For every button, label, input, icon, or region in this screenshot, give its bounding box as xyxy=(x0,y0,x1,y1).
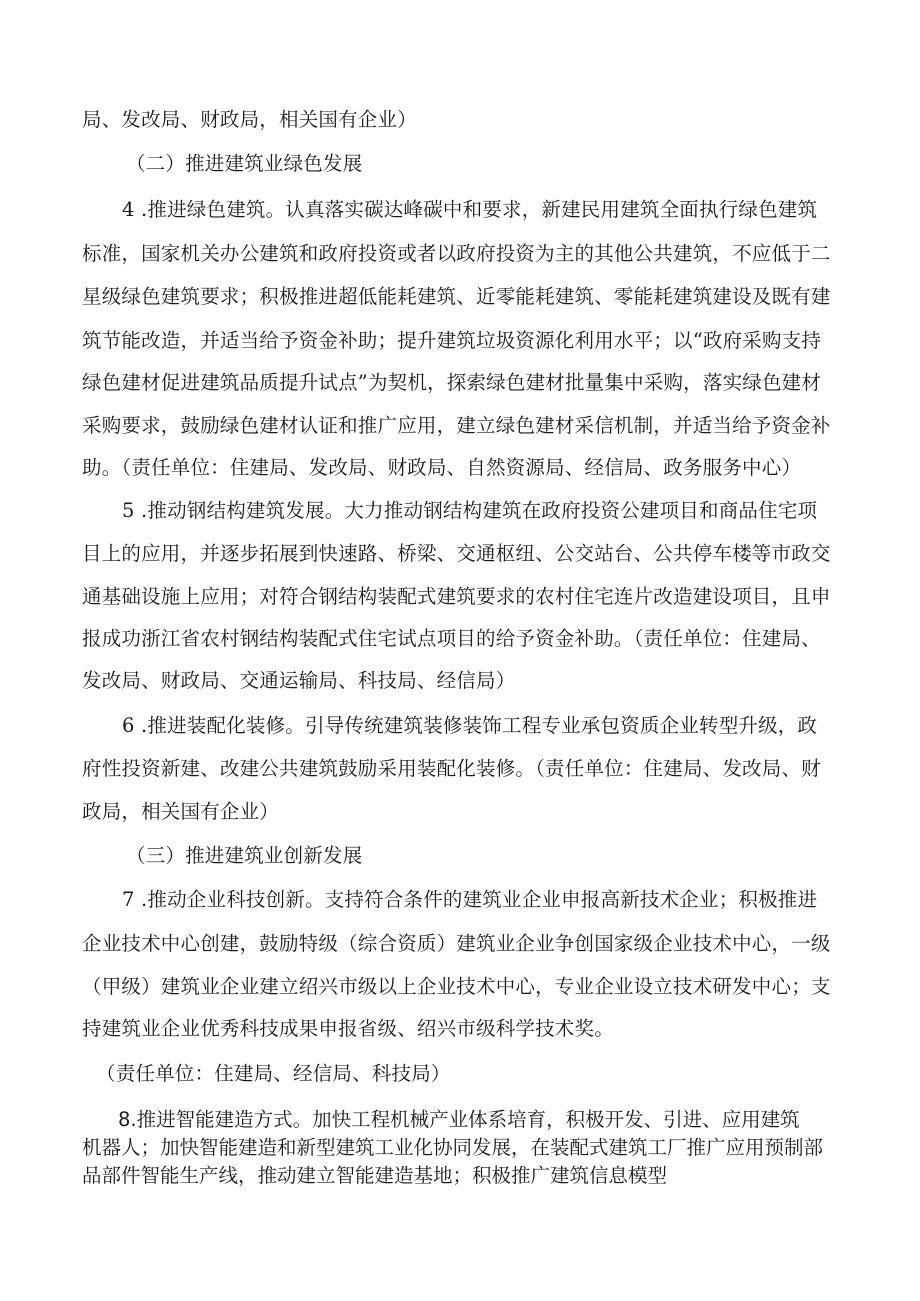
paragraph-line: （甲级）建筑业企业建立绍兴市级以上企业技术中心，专业企业设立技术研发中心；支 xyxy=(82,975,831,998)
paragraph-line: 筑节能改造，并适当给予资金补助；提升建筑垃圾资源化利用水平；以“政府采购支持 xyxy=(82,329,822,352)
paragraph-line: 品部件智能生产线，推动建立智能建造基地；积极推广建筑信息模型 xyxy=(82,1164,668,1187)
paragraph-line: 采购要求，鼓励绿色建材认证和推广应用，建立绿色建材采信机制，并适当给予资金补 xyxy=(82,414,831,437)
paragraph-line: 企业技术中心创建，鼓励特级（综合资质）建筑业企业争创国家级企业技术中心，一级 xyxy=(82,932,831,955)
section-heading: （二）推进建筑业绿色发展 xyxy=(126,152,363,175)
paragraph-line: 府性投资新建、改建公共建筑鼓励采用装配化装修。（责任单位：住建局、发改局、财 xyxy=(82,757,821,780)
paragraph-line: 报成功浙江省农村钢结构装配式住宅试点项目的给予资金补助。（责任单位：住建局、 xyxy=(82,627,821,650)
paragraph-line: 5 .推动钢结构建筑发展。大力推动钢结构建筑在政府投资公建项目和商品住宅项 xyxy=(122,499,818,522)
paragraph-line: 机器人；加快智能建造和新型建筑工业化协同发展，在装配式建筑工厂推广应用预制部 xyxy=(82,1136,824,1159)
paragraph-line: 发改局、财政局、交通运输局、科技局、经信局） xyxy=(82,669,516,692)
paragraph-line: 持建筑业企业优秀科技成果申报省级、绍兴市级科学技术奖。 xyxy=(82,1017,614,1040)
paragraph-line: 通基础设施上应用；对符合钢结构装配式建筑要求的农村住宅连片改造建设项目，且申 xyxy=(82,585,831,608)
paragraph-line: 6 .推进装配化装修。引导传统建筑装修装饰工程专业承包资质企业转型升级，政 xyxy=(122,714,818,737)
paragraph-line: 8.推进智能建造方式。加快工程机械产业体系培育，积极开发、引进、应用建筑 xyxy=(118,1108,800,1131)
section-heading: （三）推进建筑业创新发展 xyxy=(126,844,363,867)
paragraph-line: 4 .推进绿色建筑。认真落实碳达峰碳中和要求，新建民用建筑全面执行绿色建筑 xyxy=(122,198,818,221)
paragraph-line: 7 .推动企业科技创新。支持符合条件的建筑业企业申报高新技术企业；积极推进 xyxy=(122,888,818,911)
paragraph-line: 绿色建材促进建筑品质提升试点”为契机，探索绿色建材批量集中采购，落实绿色建材 xyxy=(82,371,822,394)
paragraph-line: 局、发改局、财政局，相关国有企业） xyxy=(82,108,417,131)
paragraph-line: 政局，相关国有企业） xyxy=(82,800,280,823)
paragraph-line: 标准，国家机关办公建筑和政府投资或者以政府投资为主的其他公共建筑，不应低于二 xyxy=(82,242,831,265)
paragraph-line: 助。（责任单位：住建局、发改局、财政局、自然资源局、经信局、政务服务中心） xyxy=(82,456,802,479)
paragraph-line: （责任单位：住建局、经信局、科技局） xyxy=(96,1062,451,1085)
paragraph-line: 目上的应用，并逐步拓展到快速路、桥梁、交通枢纽、公交站台、公共停车楼等市政交 xyxy=(82,542,831,565)
paragraph-line: 星级绿色建筑要求；积极推进超低能耗建筑、近零能耗建筑、零能耗建筑建设及既有建 xyxy=(82,285,831,308)
